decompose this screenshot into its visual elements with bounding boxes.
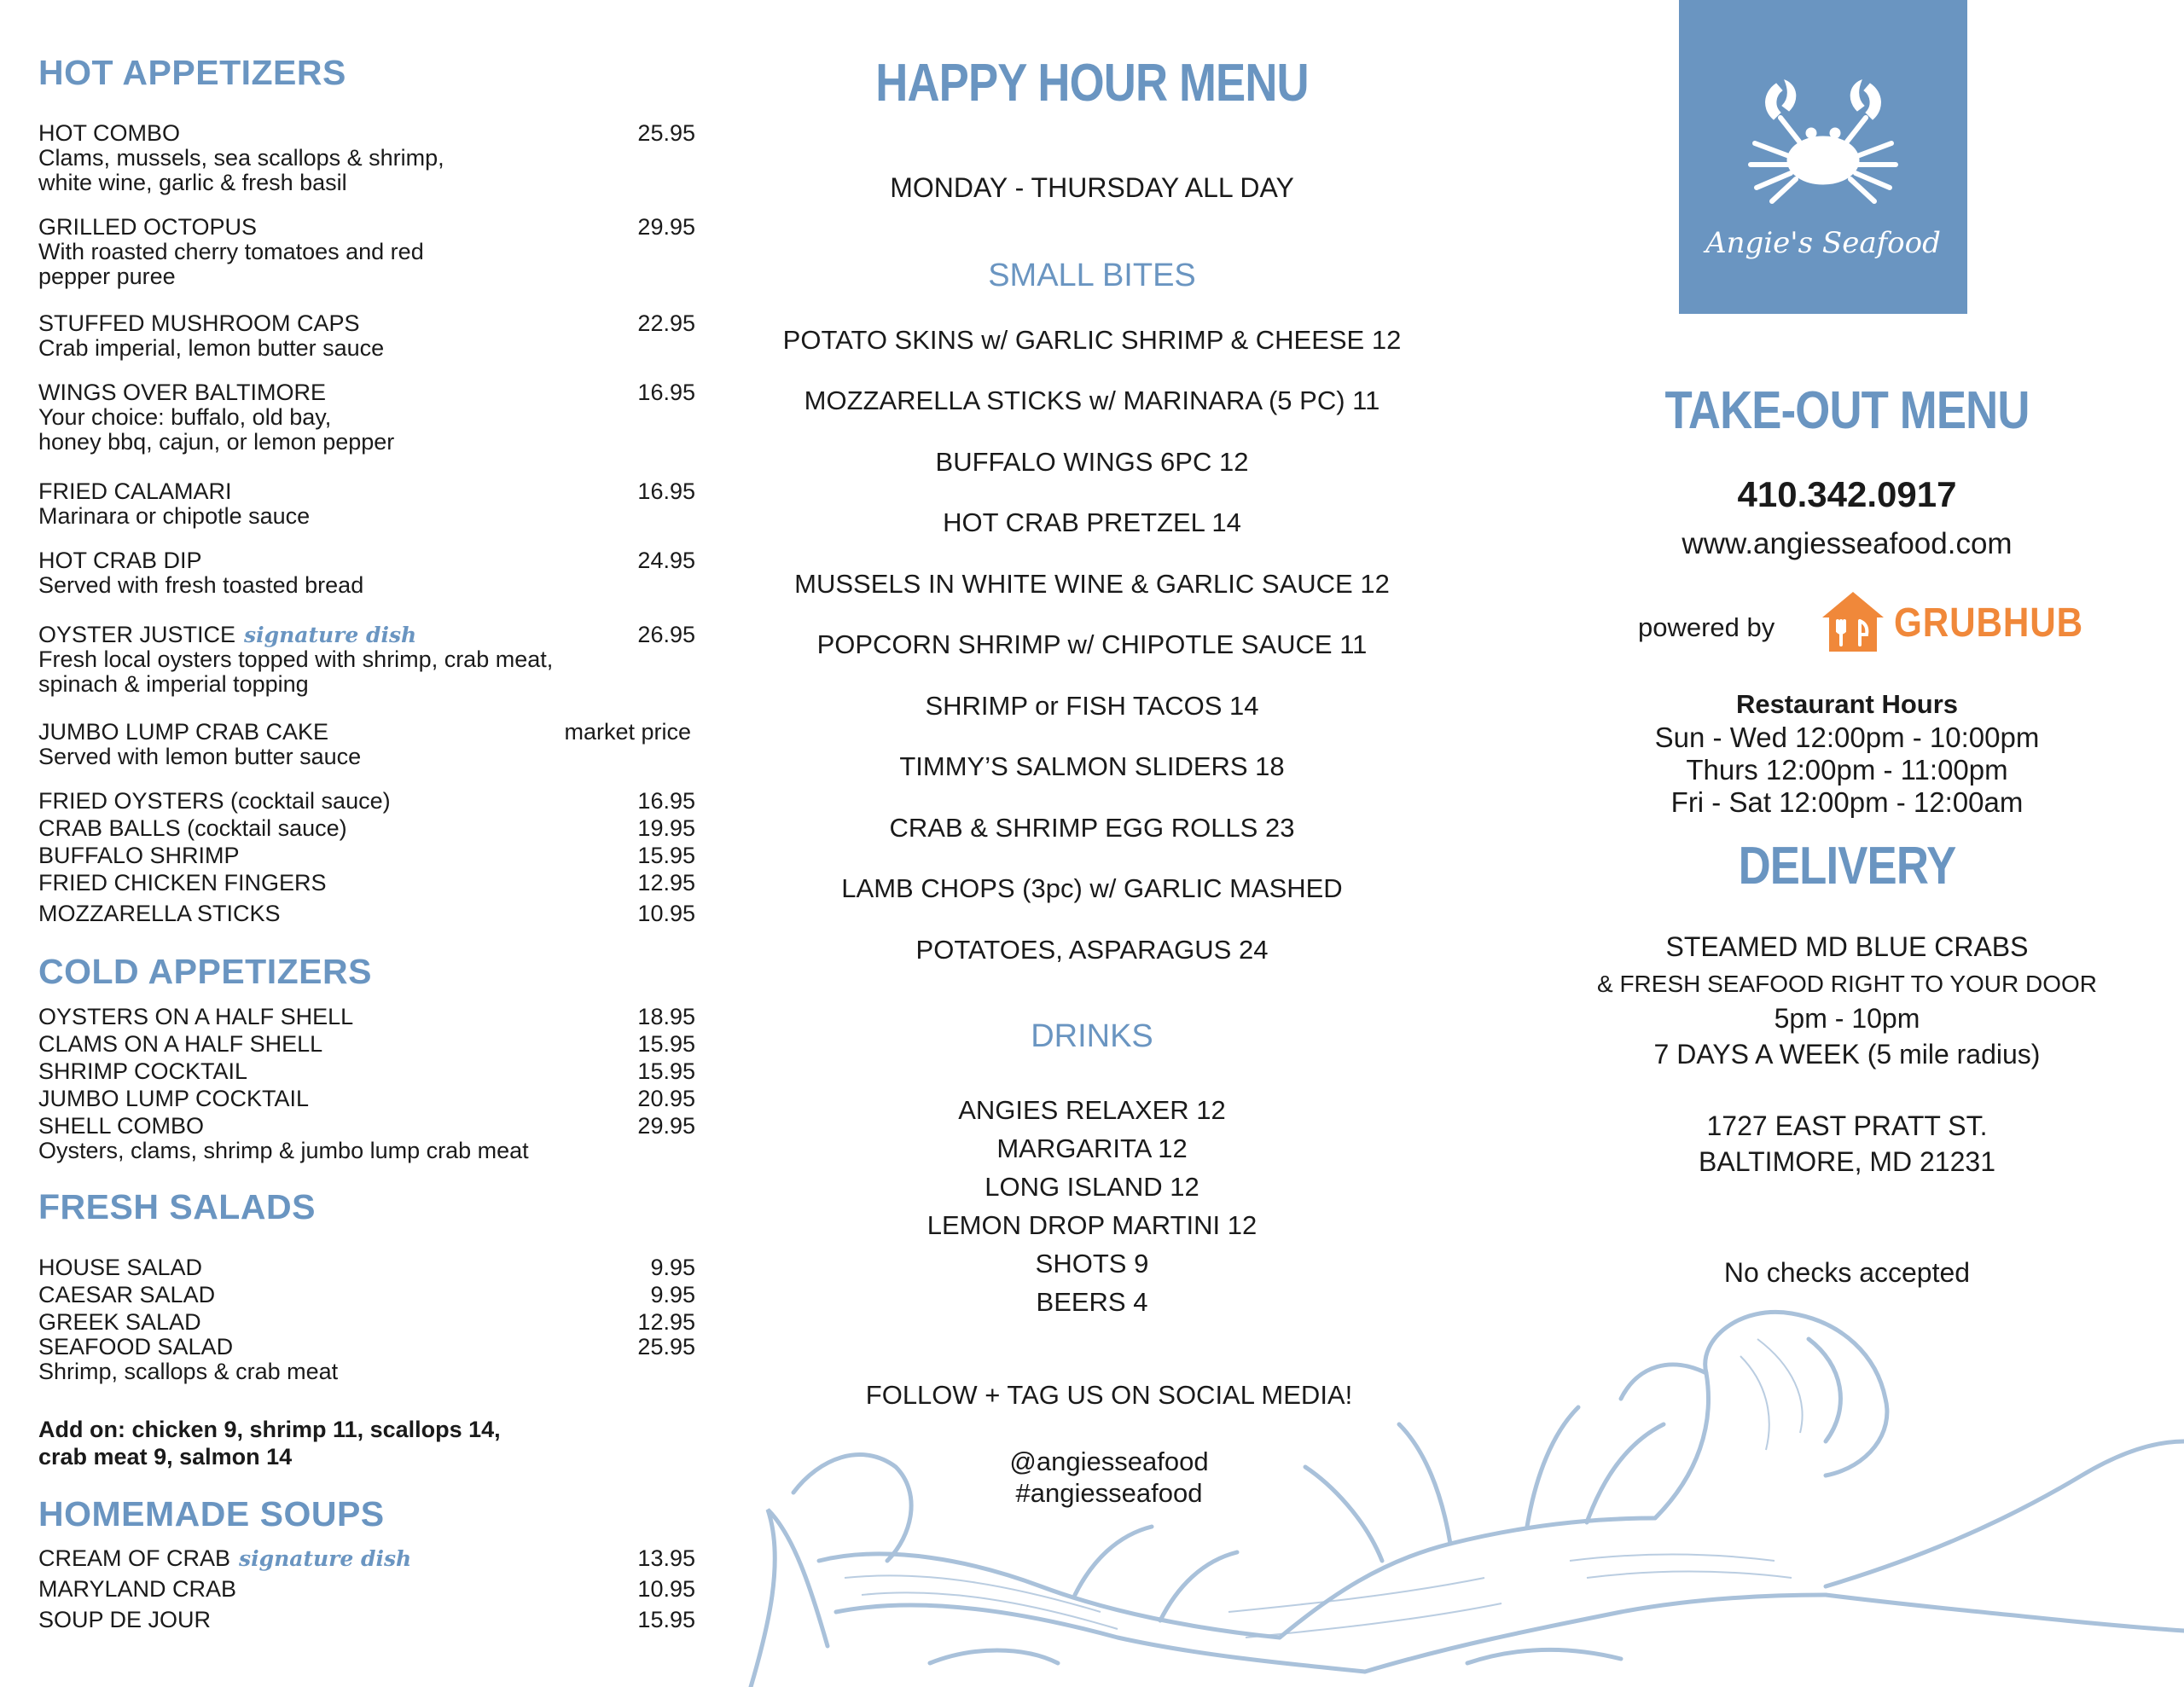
homemade-soups-heading: HOMEMADE SOUPS [38, 1494, 385, 1533]
item-name: FRIED CHICKEN FINGERS [38, 870, 327, 896]
grubhub-badge[interactable] [1612, 587, 2090, 655]
menu-item [38, 121, 695, 195]
item-description: Clams, mussels, sea scallops & shrimp, [38, 145, 444, 171]
delivery-line: STEAMED MD BLUE CRABS [1665, 931, 2029, 962]
item-name: CREAM OF CRAB [38, 1545, 231, 1571]
item-price: 10.95 [637, 901, 695, 926]
small-bite-item: MOZZARELLA STICKS w/ MARINARA (5 PC) 11 [804, 386, 1380, 415]
social-handle: @angiesseafood [1009, 1446, 1209, 1476]
item-price: 25.95 [637, 120, 695, 146]
powered-by-label: powered by [1638, 612, 1775, 642]
social-media-line: FOLLOW + TAG US ON SOCIAL MEDIA! [865, 1380, 1353, 1410]
addon-line: Add on: chicken 9, shrimp 11, scallops 14, [38, 1417, 501, 1442]
salad-addons [38, 1416, 695, 1470]
menu-item [38, 1255, 695, 1280]
item-price: market price [564, 719, 691, 745]
item-name: OYSTERS ON A HALF SHELL [38, 1004, 354, 1029]
item-price: 29.95 [637, 214, 695, 240]
item-price: 18.95 [637, 1004, 695, 1029]
small-bites-heading: SMALL BITES [988, 258, 1196, 293]
item-description: honey bbq, cajun, or lemon pepper [38, 429, 395, 455]
small-bite-item: BUFFALO WINGS 6PC 12 [935, 447, 1249, 477]
delivery-line: & FRESH SEAFOOD RIGHT TO YOUR DOOR [1596, 971, 2098, 997]
drink-item: LEMON DROP MARTINI 12 [926, 1210, 1258, 1240]
small-bite-item: HOT CRAB PRETZEL 14 [943, 507, 1241, 537]
item-name: MOZZARELLA STICKS [38, 901, 281, 926]
menu-item [38, 1608, 695, 1632]
item-price: 24.95 [637, 548, 695, 573]
item-price: 22.95 [637, 310, 695, 336]
hours-line: Sun - Wed 12:00pm - 10:00pm [1654, 722, 2040, 753]
item-price: 25.95 [637, 1334, 695, 1359]
fresh-salads-heading: FRESH SALADS [38, 1187, 316, 1226]
item-price: 16.95 [637, 788, 695, 814]
item-price: 13.95 [637, 1545, 695, 1571]
item-name: HOT CRAB DIP [38, 548, 202, 573]
menu-item [38, 720, 695, 769]
menu-item [38, 1546, 695, 1571]
website-link[interactable]: www.angiesseafood.com [1682, 527, 2013, 560]
small-bite-item: POPCORN SHRIMP w/ CHIPOTLE SAUCE 11 [816, 629, 1368, 659]
small-bite-item: LAMB CHOPS (3pc) w/ GARLIC MASHED [841, 873, 1343, 903]
menu-item [38, 1005, 695, 1029]
item-price: 15.95 [637, 1607, 695, 1632]
logo-text: Angie's Seafood [1705, 226, 1941, 260]
item-name: SEAFOOD SALAD [38, 1334, 234, 1359]
item-name: JUMBO LUMP CRAB CAKE [38, 719, 329, 745]
item-description: Crab imperial, lemon butter sauce [38, 335, 385, 361]
item-description: Fresh local oysters topped with shrimp, crab meat, [38, 646, 554, 672]
delivery-hours: 5pm - 10pm [1774, 1003, 1920, 1034]
item-description: Shrimp, scallops & crab meat [38, 1359, 339, 1384]
no-checks-notice: No checks accepted [1723, 1257, 1971, 1288]
hours-title: Restaurant Hours [1735, 689, 1959, 719]
menu-item [38, 816, 695, 841]
item-price: 9.95 [650, 1255, 695, 1280]
menu-item [38, 380, 695, 455]
hot-appetizers-heading: HOT APPETIZERS [38, 53, 346, 92]
item-name: JUMBO LUMP COCKTAIL [38, 1086, 310, 1111]
item-price: 26.95 [637, 622, 695, 647]
item-price: 15.95 [637, 1031, 695, 1057]
signature-dish-tag: signature dish [239, 1546, 412, 1571]
item-price: 15.95 [637, 1058, 695, 1084]
item-price: 10.95 [637, 1576, 695, 1602]
happy-hour-days: MONDAY - THURSDAY ALL DAY [890, 172, 1294, 203]
grubhub-house-icon [1819, 587, 1887, 655]
menu-item [38, 789, 695, 814]
menu-item [38, 1335, 695, 1384]
item-name: MARYLAND CRAB [38, 1576, 237, 1602]
small-bite-item: MUSSELS IN WHITE WINE & GARLIC SAUCE 12 [794, 569, 1390, 599]
item-description: spinach & imperial topping [38, 671, 309, 697]
small-bite-item: TIMMY’S SALMON SLIDERS 18 [899, 751, 1285, 781]
item-name: CAESAR SALAD [38, 1282, 216, 1307]
social-hashtag: #angiesseafood [1015, 1478, 1203, 1508]
phone-number[interactable]: 410.342.0917 [1737, 474, 1957, 514]
menu-item [38, 623, 695, 697]
address-line: BALTIMORE, MD 21231 [1699, 1146, 1995, 1177]
item-name: OYSTER JUSTICE [38, 622, 236, 647]
item-price: 16.95 [637, 478, 695, 504]
delivery-title: DELIVERY [1738, 837, 1956, 896]
menu-item [38, 548, 695, 598]
drink-item: MARGARITA 12 [996, 1133, 1188, 1163]
menu-item [38, 1087, 695, 1111]
item-description: With roasted cherry tomatoes and red [38, 239, 424, 264]
item-price: 29.95 [637, 1113, 695, 1139]
angies-seafood-logo [1679, 0, 1967, 314]
item-name: SHRIMP COCKTAIL [38, 1058, 248, 1084]
item-name: SOUP DE JOUR [38, 1607, 212, 1632]
takeout-title: TAKE-OUT MENU [1664, 381, 2030, 440]
item-name: FRIED OYSTERS (cocktail sauce) [38, 788, 391, 814]
item-name: BUFFALO SHRIMP [38, 843, 240, 868]
small-bite-item: POTATOES, ASPARAGUS 24 [915, 935, 1269, 965]
item-name: GRILLED OCTOPUS [38, 214, 258, 240]
menu-item [38, 1059, 695, 1084]
item-price: 12.95 [637, 870, 695, 896]
small-bite-item: POTATO SKINS w/ GARLIC SHRIMP & CHEESE 12 [782, 325, 1402, 355]
menu-item [38, 311, 695, 361]
item-description: Served with fresh toasted bread [38, 572, 364, 598]
item-description: Oysters, clams, shrimp & jumbo lump crab meat [38, 1138, 529, 1163]
menu-item [38, 871, 695, 896]
menu-item [38, 1114, 695, 1163]
item-price: 9.95 [650, 1282, 695, 1307]
crab-icon [1738, 75, 1908, 212]
drink-item: ANGIES RELAXER 12 [958, 1095, 1226, 1125]
small-bite-item: CRAB & SHRIMP EGG ROLLS 23 [889, 813, 1295, 843]
menu-item [38, 1310, 695, 1335]
item-description: white wine, garlic & fresh basil [38, 170, 347, 195]
drink-item: LONG ISLAND 12 [985, 1172, 1199, 1202]
menu-item [38, 479, 695, 529]
happy-hour-title: HAPPY HOUR MENU [875, 54, 1309, 113]
drink-item: SHOTS 9 [1035, 1249, 1149, 1278]
delivery-days: 7 DAYS A WEEK (5 mile radius) [1653, 1039, 2041, 1070]
item-name: HOT COMBO [38, 120, 181, 146]
item-price: 19.95 [637, 815, 695, 841]
item-description: Marinara or chipotle sauce [38, 503, 311, 529]
item-description: Served with lemon butter sauce [38, 744, 362, 769]
drink-item: BEERS 4 [1036, 1287, 1148, 1317]
item-price: 12.95 [637, 1309, 695, 1335]
menu-item [38, 844, 695, 868]
item-name: FRIED CALAMARI [38, 478, 232, 504]
signature-dish-tag: signature dish [244, 623, 417, 647]
item-price: 16.95 [637, 380, 695, 405]
menu-item [38, 1577, 695, 1602]
item-name: SHELL COMBO [38, 1113, 205, 1139]
menu-item [38, 1283, 695, 1307]
menu-item [38, 901, 695, 926]
item-description: Your choice: buffalo, old bay, [38, 404, 332, 430]
hours-line: Fri - Sat 12:00pm - 12:00am [1670, 786, 2024, 818]
item-name: WINGS OVER BALTIMORE [38, 380, 327, 405]
hours-line: Thurs 12:00pm - 11:00pm [1686, 754, 2008, 786]
small-bite-item: SHRIMP or FISH TACOS 14 [925, 691, 1259, 721]
item-price: 15.95 [637, 843, 695, 868]
grubhub-wordmark: GRUBHUB [1894, 600, 2084, 646]
item-description: pepper puree [38, 264, 176, 289]
item-name: STUFFED MUSHROOM CAPS [38, 310, 360, 336]
item-name: HOUSE SALAD [38, 1255, 203, 1280]
item-name: CRAB BALLS (cocktail sauce) [38, 815, 347, 841]
menu-item [38, 1032, 695, 1057]
menu-item [38, 215, 695, 289]
item-name: CLAMS ON A HALF SHELL [38, 1031, 323, 1057]
addon-line: crab meat 9, salmon 14 [38, 1444, 293, 1470]
drinks-heading: DRINKS [1031, 1018, 1153, 1054]
address-line: 1727 EAST PRATT ST. [1706, 1110, 1988, 1141]
item-price: 20.95 [637, 1086, 695, 1111]
cold-appetizers-heading: COLD APPETIZERS [38, 952, 372, 991]
item-name: GREEK SALAD [38, 1309, 201, 1335]
